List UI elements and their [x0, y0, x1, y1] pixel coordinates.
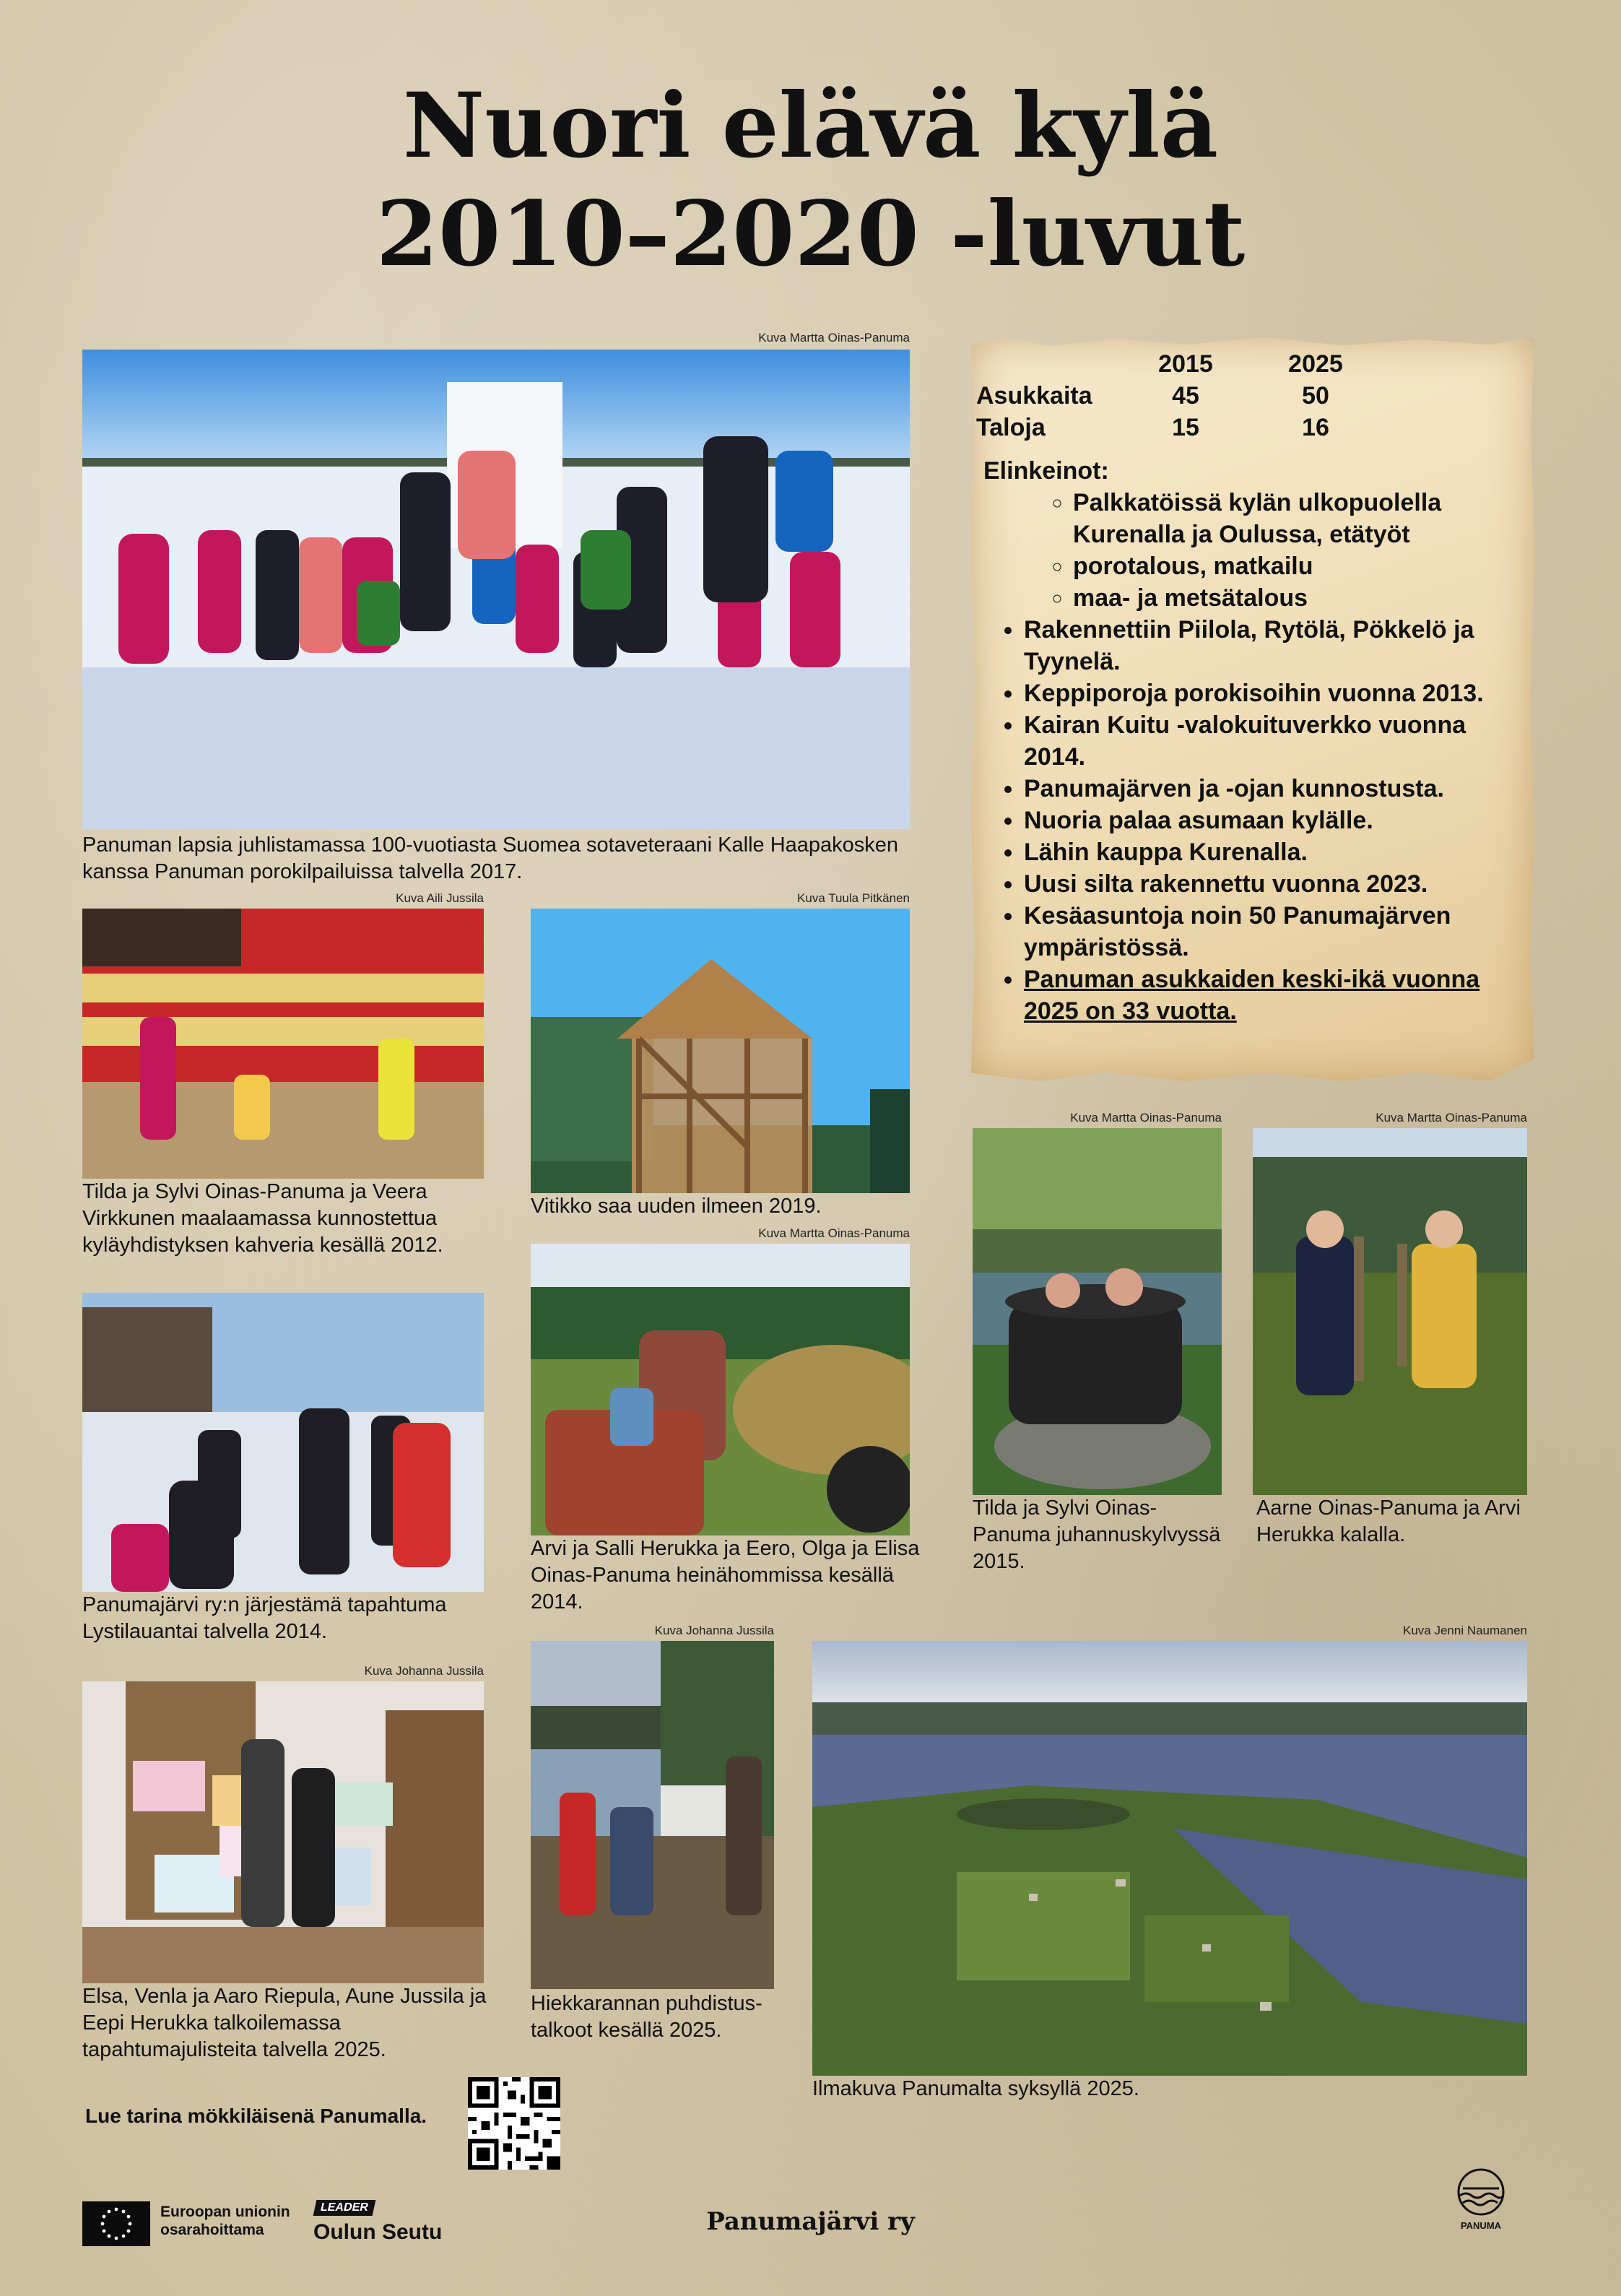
photo-credit: Kuva Aili Jussila	[396, 891, 484, 905]
photo-caption: Panuman lapsia juhlistamassa 100-vuotiasta Suomea sotaveteraani Kalle Haapakosken kanssa Panuman porokilpailuissa talvella 2017.	[82, 833, 899, 883]
list-item: • Nuoria palaa asumaan kylälle.	[1024, 805, 1511, 836]
photo-caption: Aarne Oinas-Panuma ja Arvi Herukka kalalla.	[1256, 1496, 1521, 1546]
photo-caption: Tilda ja Sylvi Oinas-Panuma juhannuskylvyssä 2015.	[973, 1496, 1221, 1573]
organization-name: Panumajärvi ry	[706, 2207, 915, 2236]
photo-credit: Kuva Johanna Jussila	[654, 1624, 774, 1637]
story-link-text[interactable]: Lue tarina mökkiläisenä Panumalla.	[85, 2105, 427, 2127]
photo-caption: Vitikko saa uuden ilmeen 2019.	[531, 1195, 822, 1218]
photo-credit: Kuva Martta Oinas-Panuma	[758, 1226, 910, 1240]
photo-fishing-boys	[1253, 1128, 1527, 1495]
list-item: ◦ porotalous, matkailu	[1073, 550, 1511, 582]
panuma-logo-text: PANUMA	[1460, 2220, 1502, 2231]
photo-winter-event	[82, 1293, 484, 1592]
photo-beach-cleanup	[531, 1641, 774, 1989]
list-item: • Rakennettiin Piilola, Rytölä, Pökkelö ja Tyynelä.	[1024, 614, 1511, 677]
stats-value: 50	[1302, 382, 1329, 410]
photo-caption: Panumajärvi ry:n järjestämä tapahtuma Lystilauantai talvella 2014.	[82, 1593, 447, 1643]
stats-row-label: Taloja	[976, 414, 1046, 441]
elinkeinot-bullets	[983, 614, 1511, 1027]
eu-line-2: osarahoittama	[160, 2222, 264, 2238]
photo-credit: Kuva Johanna Jussila	[364, 1664, 484, 1678]
list-item: ◦ maa- ja metsätalous	[1073, 582, 1511, 614]
leader-name: Oulun Seutu	[313, 2220, 443, 2244]
photo-credit: Kuva Martta Oinas-Panuma	[758, 331, 910, 345]
photo-credit: Kuva Jenni Naumanen	[1402, 1624, 1527, 1637]
stats-year-2025: 2025	[1288, 350, 1343, 378]
photo-credit: Kuva Martta Oinas-Panuma	[1376, 1111, 1527, 1125]
photo-caption: Tilda ja Sylvi Oinas-Panuma ja Veera Virkkunen maalaamassa kunnostettua kyläyhdistyksen kahveria kesällä 2012.	[82, 1180, 443, 1257]
panuma-logo-icon	[1456, 2167, 1506, 2217]
photo-cauldron-bath	[973, 1128, 1222, 1495]
photo-aerial-panuma	[812, 1641, 1527, 2076]
list-item: • Kesäasuntoja noin 50 Panumajärven ympäristössä.	[1024, 900, 1511, 963]
stats-value: 15	[1172, 414, 1199, 441]
list-item: • Kairan Kuitu -valokuituverkko vuonna 2014.	[1024, 709, 1511, 773]
stats-year-2015: 2015	[1158, 350, 1213, 378]
title-line-2: 2010–2020 -luvut	[375, 182, 1246, 287]
eu-line-1: Euroopan unionin	[160, 2204, 290, 2220]
list-item: • Panumajärven ja -ojan kunnostusta.	[1024, 773, 1511, 805]
list-item: ◦ Palkkatöissä kylän ulkopuolella Kurenalla ja Oulussa, etätyöt	[1073, 487, 1511, 550]
photo-caption: Ilmakuva Panumalta syksyllä 2025.	[812, 2077, 1139, 2100]
photo-vitikko-construction	[531, 909, 910, 1193]
leader-tag: LEADER	[313, 2200, 375, 2216]
stats-value: 16	[1302, 414, 1329, 441]
photo-painting-hut	[82, 909, 484, 1179]
elinkeinot-section	[983, 455, 1511, 1027]
photo-poster-makers	[82, 1681, 484, 1983]
elinkeinot-sublist	[1027, 487, 1511, 614]
stats-table	[976, 348, 1381, 443]
stats-value: 45	[1172, 382, 1199, 410]
qr-code[interactable]	[468, 2077, 560, 2170]
list-item: • Keppiporoja porokisoihin vuonna 2013.	[1024, 677, 1511, 709]
page-title	[0, 72, 1621, 289]
list-item: • Lähin kauppa Kurenalla.	[1024, 836, 1511, 868]
elinkeinot-heading: Elinkeinot:	[983, 457, 1109, 485]
title-line-1: Nuori elävä kylä	[402, 74, 1219, 178]
list-item: • Uusi silta rakennettu vuonna 2023.	[1024, 868, 1511, 900]
photo-credit: Kuva Tuula Pitkänen	[797, 891, 910, 905]
photo-winter-children	[82, 350, 910, 829]
photo-caption: Hiekkarannan puhdistus-talkoot kesällä 2025.	[531, 1992, 762, 2042]
photo-hay-work	[531, 1244, 910, 1535]
photo-caption: Elsa, Venla ja Aaro Riepula, Aune Jussila ja Eepi Herukka talkoilemassa tapahtumajulisteita talvella 2025.	[82, 1985, 487, 2061]
photo-caption: Arvi ja Salli Herukka ja Eero, Olga ja Elisa Oinas-Panuma heinähommissa kesällä 2014.	[531, 1537, 920, 1613]
stats-row-label: Asukkaita	[976, 382, 1092, 410]
list-item-average-age: • Panuman asukkaiden keski-ikä vuonna 2025 on 33 vuotta.	[1024, 963, 1511, 1027]
photo-credit: Kuva Martta Oinas-Panuma	[1070, 1111, 1222, 1125]
